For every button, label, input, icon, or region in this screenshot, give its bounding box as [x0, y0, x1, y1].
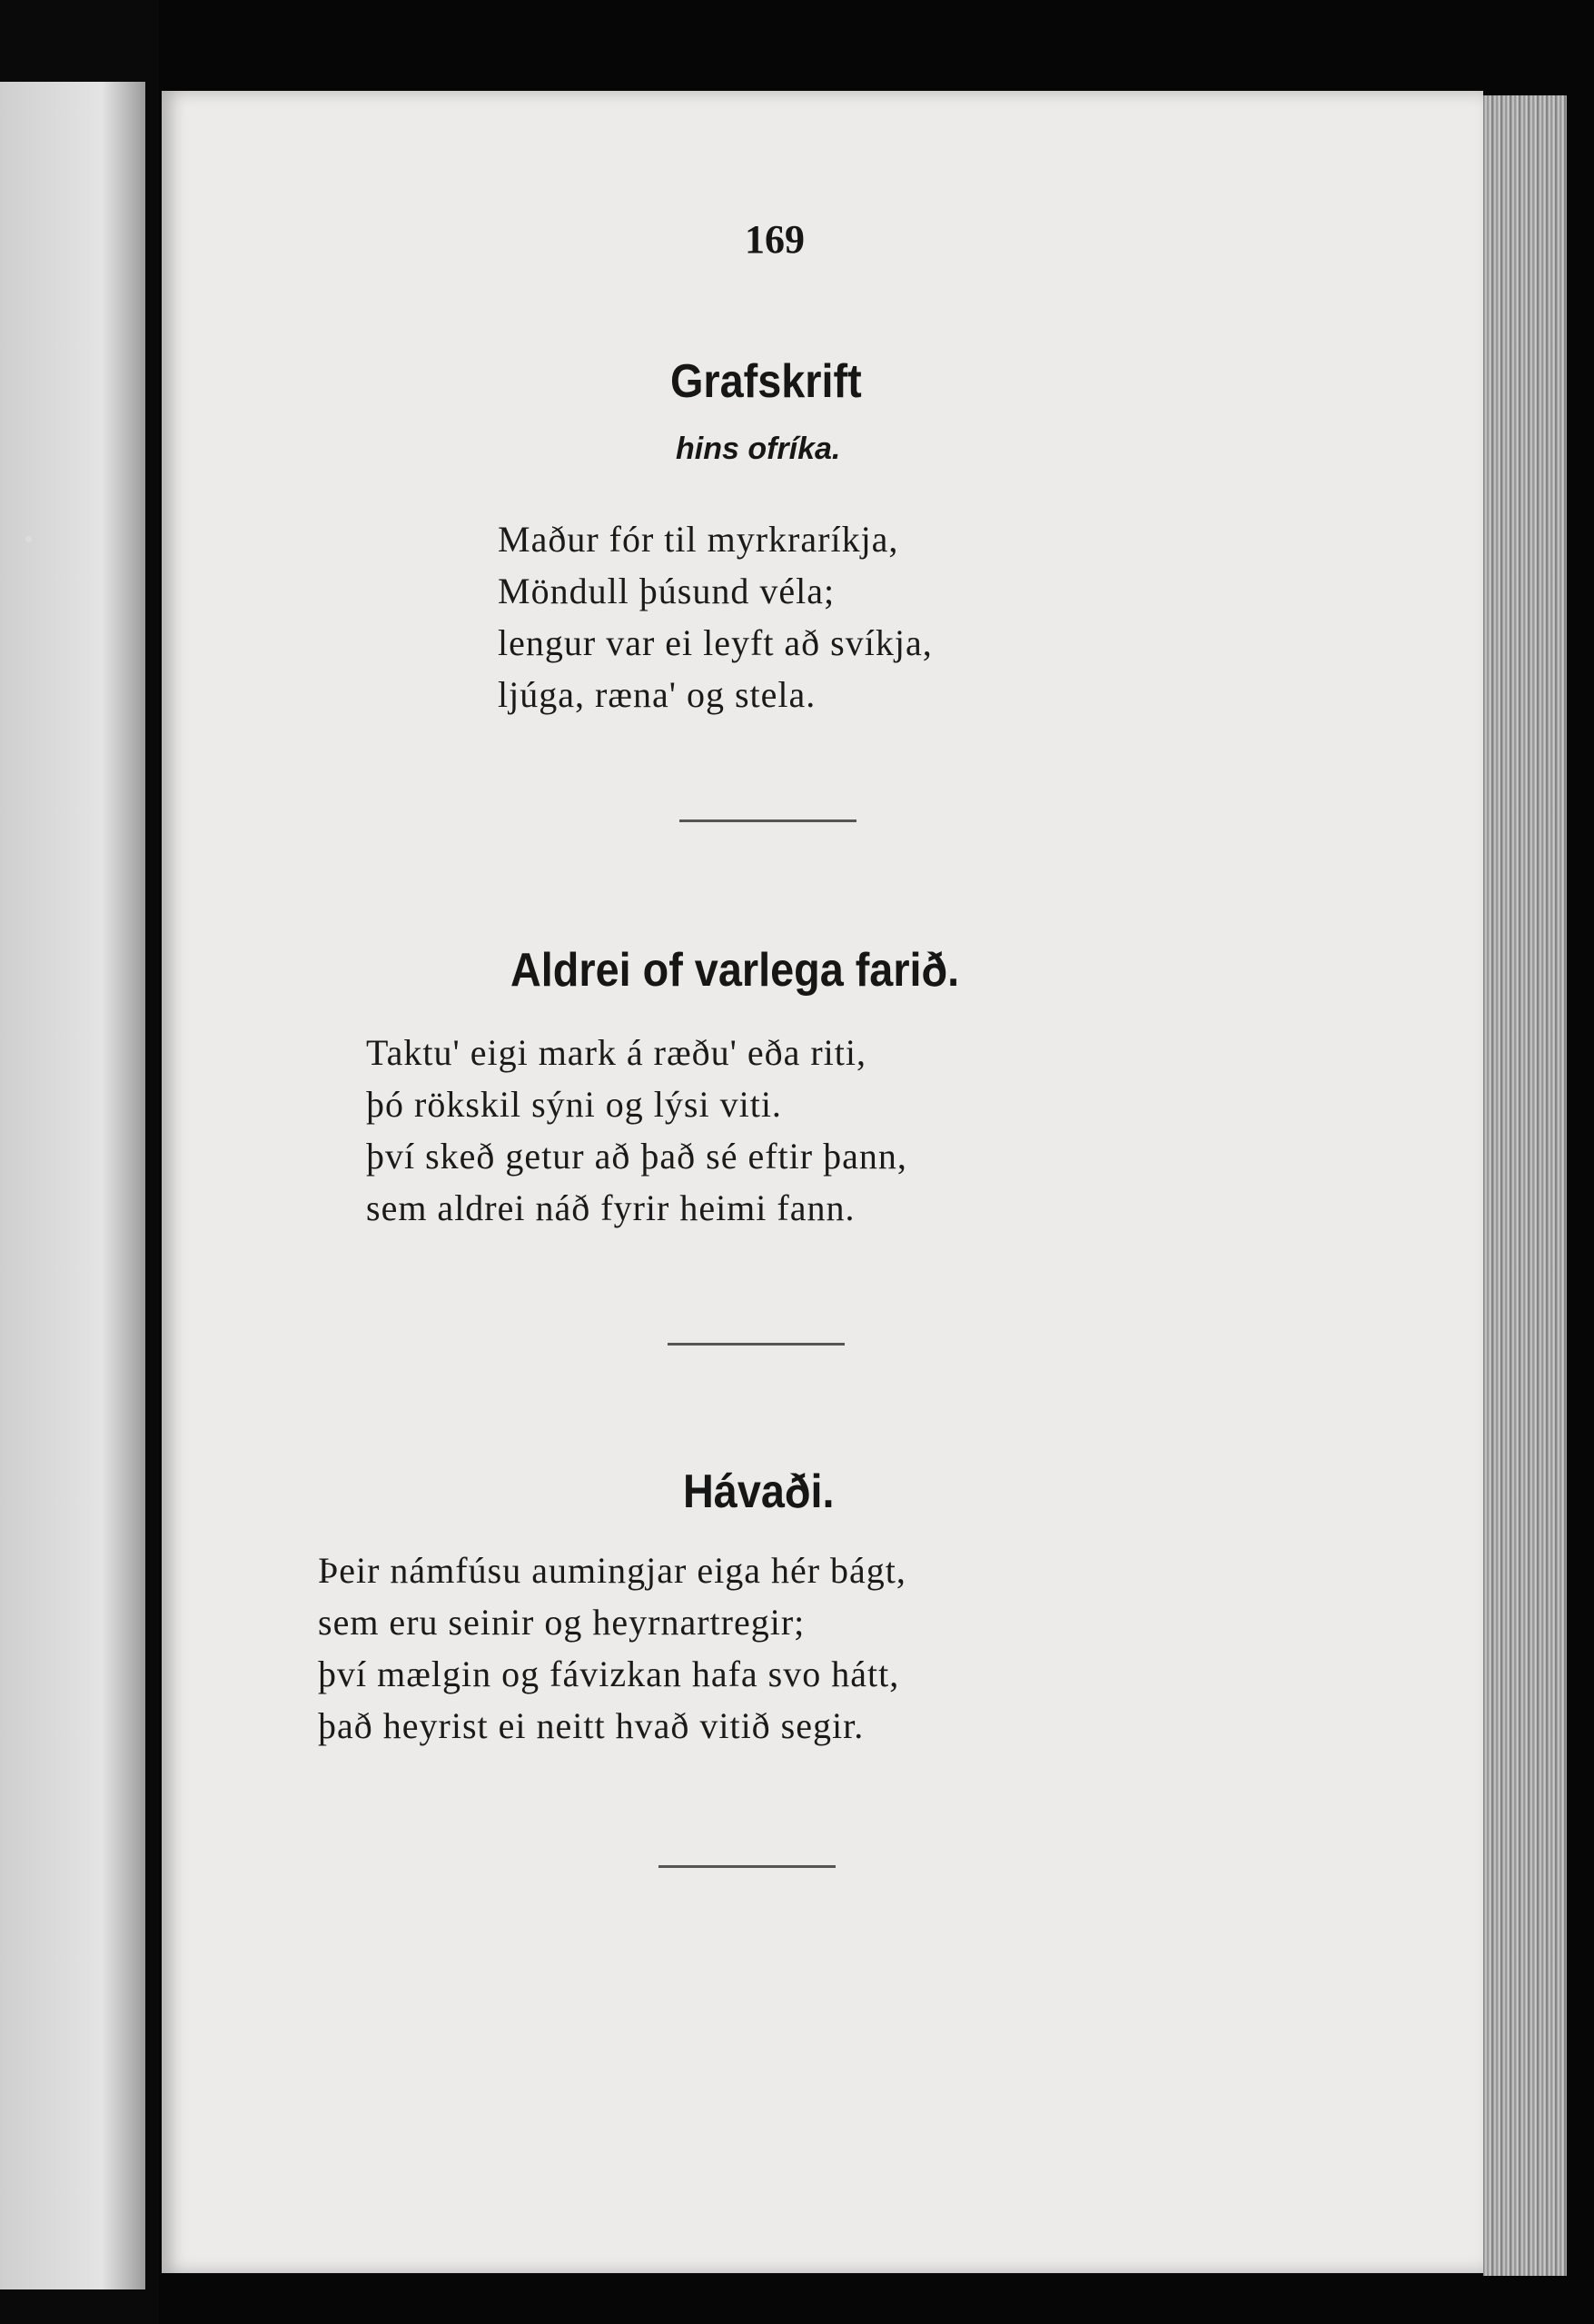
verse-line: ljúga, ræna' og stela. — [498, 674, 817, 715]
poem-stanza — [498, 513, 933, 720]
poem-stanza — [318, 1544, 906, 1752]
verse-line: Maður fór til myrkraríkja, — [498, 519, 899, 560]
section-divider — [679, 819, 856, 822]
poem-stanza — [366, 1027, 907, 1234]
verse-line: Þeir námfúsu aumingjar eiga hér bágt, — [318, 1550, 906, 1591]
verse-line: það heyrist ei neitt hvað vitið segir. — [318, 1705, 865, 1746]
poem-title-havadi: Hávaði. — [683, 1465, 835, 1518]
previous-page-edge — [0, 82, 145, 2289]
poem-title-grafskrift: Grafskrift — [670, 355, 862, 408]
section-divider — [668, 1343, 845, 1346]
verse-line: Taktu' eigi mark á ræðu' eða riti, — [366, 1032, 867, 1073]
verse-line: sem aldrei náð fyrir heimi fann. — [366, 1187, 856, 1228]
verse-line: þó rökskil sýni og lýsi viti. — [366, 1084, 782, 1125]
poem-title-aldrei: Aldrei of varlega farið. — [510, 944, 960, 997]
verse-line: sem eru seinir og heyrnartregir; — [318, 1602, 806, 1643]
page-number: 169 — [745, 217, 805, 262]
verse-line: Möndull þúsund véla; — [498, 571, 836, 611]
verse-line: því skeð getur að það sé eftir þann, — [366, 1136, 907, 1177]
verse-line: því mælgin og fávizkan hafa svo hátt, — [318, 1654, 900, 1694]
poem-subtitle: hins ofríka. — [676, 432, 841, 466]
page-stack-edge — [1483, 95, 1567, 2276]
scan-speck — [25, 536, 32, 542]
verse-line: lengur var ei leyft að svíkja, — [498, 622, 933, 663]
section-divider — [658, 1865, 836, 1868]
